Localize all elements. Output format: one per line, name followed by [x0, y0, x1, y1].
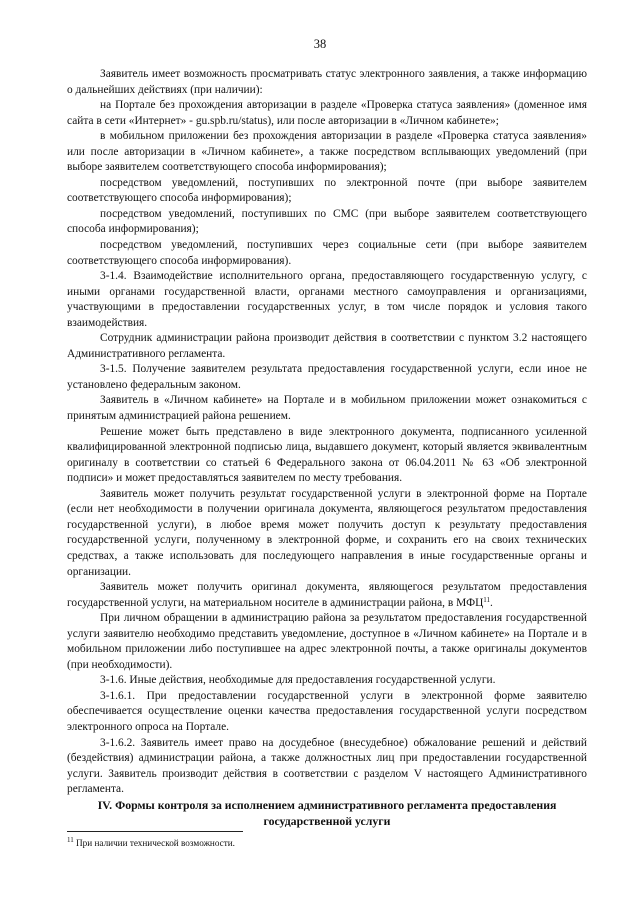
paragraph-text: Заявитель может получить оригинал документа, являющегося результатом предоставления государственной услуги, на материальном носителе в администрации района, в МФЦ: [67, 581, 587, 609]
paragraph-with-footnote: [67, 580, 587, 611]
paragraph: Заявитель может получить результат государственной услуги в электронной форме на Портале (если нет необходимости в получении оригинала документа, являющегося результатом предоставления государственной услуги), в любое время может получить доступ к результату предоставления государственной услуги, полученному в электронной форме, и сохранить его на своих технических средствах, а также использовать для последующего направления в иные государственные органы и организации.: [67, 487, 587, 578]
paragraph: посредством уведомлений, поступивших по СМС (при выборе заявителем соответствующего способа информирования);: [67, 207, 587, 236]
paragraph: посредством уведомлений, поступивших через социальные сети (при выборе заявителем соответствующего способа информирования).: [67, 239, 587, 267]
page-number: 38: [313, 37, 327, 51]
paragraph: 3-1.5. Получение заявителем результата предоставления государственной услуги, если иное не установлено федеральным законом.: [67, 363, 587, 391]
paragraph: посредством уведомлений, поступивших по электронной почте (при выборе заявителем соответствующего способа информирования);: [67, 176, 587, 205]
section-heading-line: государственной услуги: [263, 814, 391, 828]
paragraph: Сотрудник администрации района производит действия в соответствии с пунктом 3.2 настоящего Административного регламента.: [67, 332, 587, 360]
footnote-text: При наличии технической возможности.: [73, 838, 235, 848]
footnote-reference: 11: [483, 595, 491, 604]
section-heading: [67, 797, 587, 829]
paragraph: 3-1.6.2. Заявитель имеет право на досудебное (внесудебное) обжалование решений и действий (бездействия) администрации района, а также должностных лиц при предоставлении государственной услуги. Заявитель производит действия в соответствии с разделом V настоящего Административного регламента.: [67, 736, 587, 796]
section-heading-line: IV. Формы контроля за исполнением административного регламента предоставления: [97, 798, 557, 812]
paragraph: Решение может быть представлено в виде электронного документа, подписанного усиленной квалифицированной электронной подписью лица, выдавшего документ, который является эквивалентным оригиналу в соответствии со статьей 6 Федерального закона от 06.04.2011 № 63 «Об электронной подписи» и может предоставляться заявителем по месту требования.: [67, 425, 587, 485]
paragraph: 3-1.4. Взаимодействие исполнительного органа, предоставляющего государственную услугу, с иными органами государственной власти, органами местного самоуправления и организациями, участвующими в предоставлении государственных услуг, в том числе порядок и условия такого взаимодействия.: [67, 270, 587, 329]
paragraph: Заявитель имеет возможность просматривать статус электронного заявления, а также информацию о дальнейших действиях (при наличии):: [67, 68, 587, 96]
paragraph: При личном обращении в администрацию района за результатом предоставления государственной услуги заявителю необходимо представить уведомление, доступное в «Личном кабинете» на Портале и в мобильном приложении либо поступившее на адрес электронной почты, а также оригиналы документов (при необходимости).: [67, 612, 587, 671]
paragraph: в мобильном приложении без прохождения авторизации в разделе «Проверка статуса заявления» или после авторизации в «Личном кабинете», а также посредством всплывающих уведомлений (при выборе заявителем соответствующего способа информирования);: [67, 130, 587, 174]
footnote-marker: 11: [67, 836, 74, 844]
paragraph: 3-1.6. Иные действия, необходимые для предоставления государственной услуги.: [100, 674, 496, 687]
paragraph: Заявитель в «Личном кабинете» на Портале и в мобильном приложении может ознакомиться с принятым администрацией района решением.: [67, 394, 587, 423]
document-body: [67, 67, 587, 798]
paragraph: 3-1.6.1. При предоставлении государственной услуги в электронной форме заявителю обеспечивается осуществление оценки качества предоставления государственной услуги посредством электронного опроса на Портале.: [67, 689, 587, 733]
paragraph-end-punct: .: [490, 596, 493, 609]
paragraph: на Портале без прохождения авторизации в разделе «Проверка статуса заявления» (доменное имя сайта в сети «Интернет» - gu.spb.ru/status), или после авторизации в «Личном кабинете»;: [67, 99, 587, 127]
footnote-divider: [67, 831, 243, 832]
footnote: [67, 837, 587, 849]
